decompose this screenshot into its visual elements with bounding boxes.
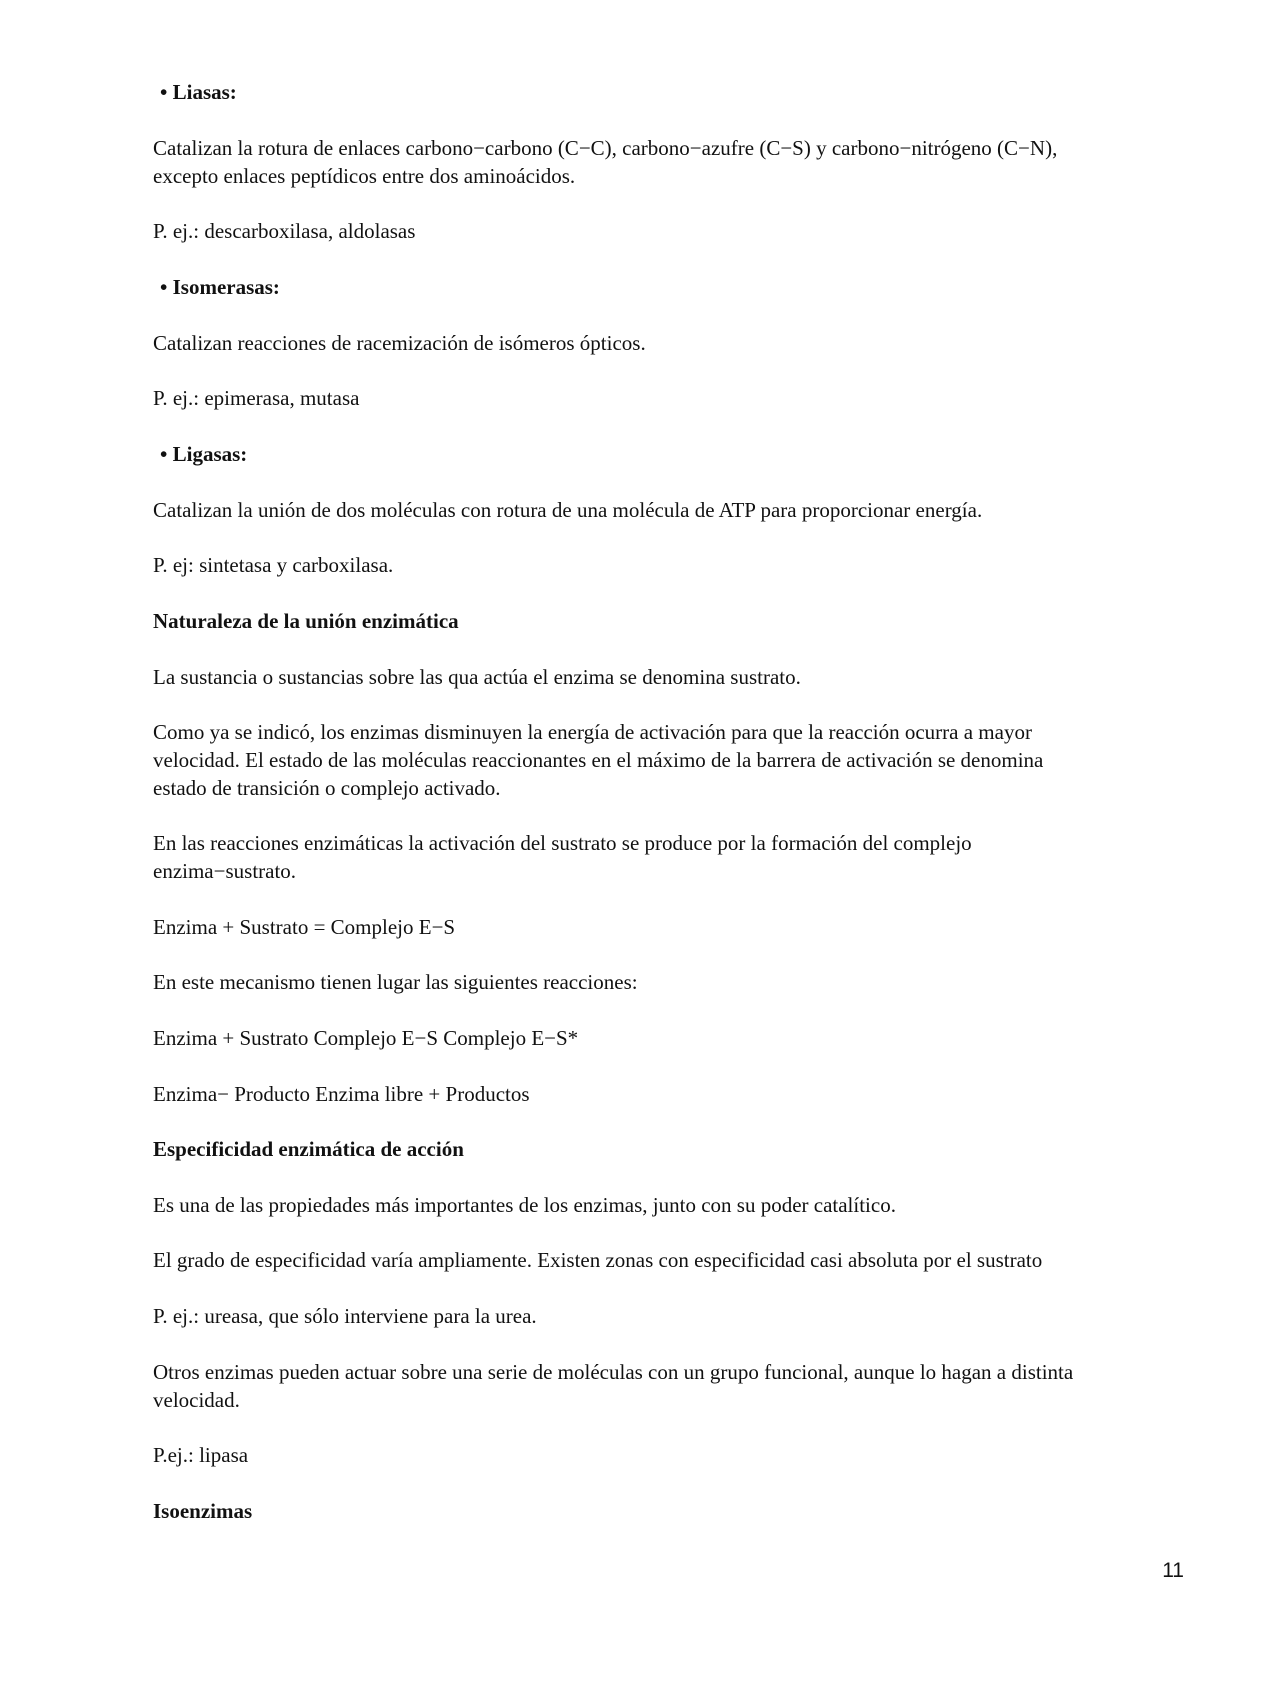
liasas-example: P. ej.: descarboxilasa, aldolasas [153, 219, 416, 243]
especificidad-paragraph-1: Es una de las propiedades más importantes de los enzimas, junto con su poder catalítico. [153, 1193, 896, 1217]
naturaleza-paragraph-4: En este mecanismo tienen lugar las siguientes reacciones: [153, 970, 638, 994]
especificidad-example-2: P.ej.: lipasa [153, 1443, 249, 1467]
especificidad-paragraph-3-line-2: velocidad. [153, 1388, 240, 1412]
isoenzimas-heading: Isoenzimas [153, 1499, 253, 1523]
equation-reaction-2: Enzima− Producto Enzima libre + Productos [153, 1082, 530, 1106]
page-number: 11 [1162, 1559, 1184, 1582]
isomerasas-heading: • Isomerasas: [160, 275, 280, 299]
isomerasas-example: P. ej.: epimerasa, mutasa [153, 386, 360, 410]
ligasas-heading: • Ligasas: [160, 442, 248, 466]
naturaleza-paragraph-2-line-2: velocidad. El estado de las moléculas reaccionantes en el máximo de la barrera de activación se denomina [153, 748, 1044, 772]
naturaleza-paragraph-1: La sustancia o sustancias sobre las qua actúa el enzima se denomina sustrato. [153, 665, 801, 689]
equation-complejo-es: Enzima + Sustrato = Complejo E−S [153, 915, 456, 939]
naturaleza-paragraph-2-line-3: estado de transición o complejo activado. [153, 776, 501, 800]
liasas-heading: • Liasas: [160, 80, 237, 104]
especificidad-heading: Especificidad enzimática de acción [153, 1137, 464, 1161]
naturaleza-heading: Naturaleza de la unión enzimática [153, 609, 459, 633]
ligasas-example: P. ej: sintetasa y carboxilasa. [153, 553, 394, 577]
naturaleza-paragraph-3-line-1: En las reacciones enzimáticas la activación del sustrato se produce por la formación del complejo [153, 831, 972, 855]
naturaleza-paragraph-3-line-2: enzima−sustrato. [153, 859, 297, 883]
isomerasas-description: Catalizan reacciones de racemización de isómeros ópticos. [153, 331, 646, 355]
especificidad-example-1: P. ej.: ureasa, que sólo interviene para la urea. [153, 1304, 537, 1328]
naturaleza-paragraph-2-line-1: Como ya se indicó, los enzimas disminuyen la energía de activación para que la reacción ocurra a mayor [153, 720, 1032, 744]
liasas-description-line-2: excepto enlaces peptídicos entre dos aminoácidos. [153, 164, 576, 188]
ligasas-description: Catalizan la unión de dos moléculas con rotura de una molécula de ATP para proporcionar energía. [153, 498, 983, 522]
especificidad-paragraph-3-line-1: Otros enzimas pueden actuar sobre una serie de moléculas con un grupo funcional, aunque lo hagan a distinta [153, 1360, 1074, 1384]
equation-reaction-1: Enzima + Sustrato Complejo E−S Complejo E−S* [153, 1026, 579, 1050]
liasas-description-line-1: Catalizan la rotura de enlaces carbono−carbono (C−C), carbono−azufre (C−S) y carbono−nitrógeno (C−N), [153, 136, 1058, 160]
especificidad-paragraph-2: El grado de especificidad varía ampliamente. Existen zonas con especificidad casi absoluta por el sustrato [153, 1248, 1043, 1272]
